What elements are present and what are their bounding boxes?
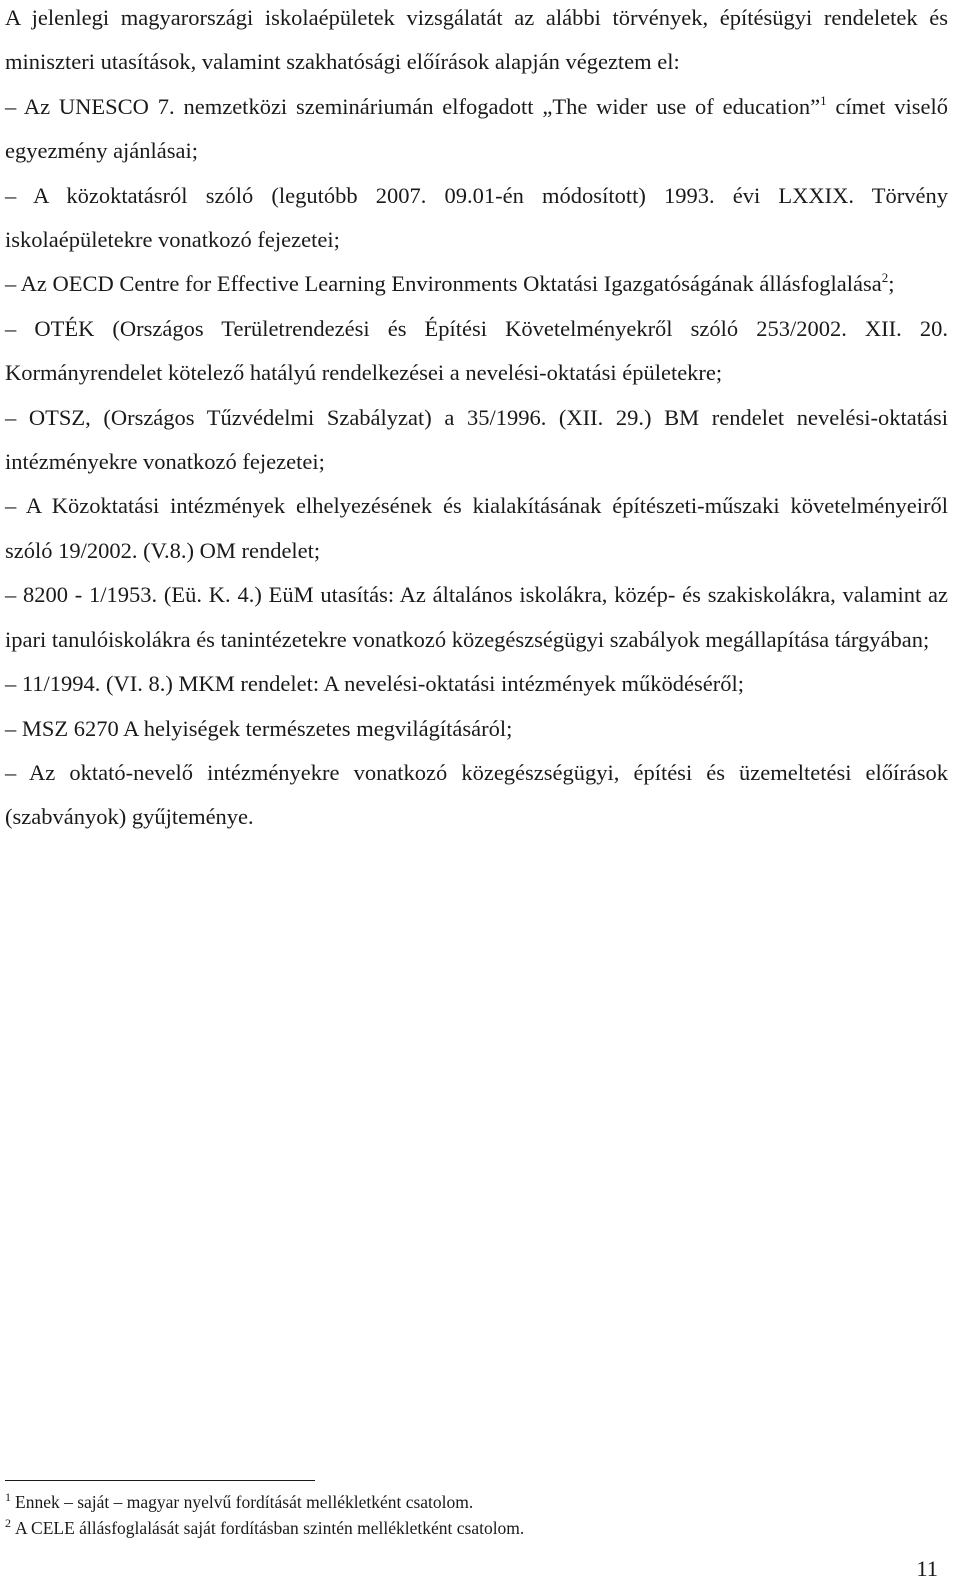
footnote-ref: 2	[881, 270, 889, 286]
list-item-otek: – OTÉK (Országos Területrendezési és Építési Követelményekről szóló 253/2002. XII. 20. Kormányrendelet kötelező hatályú rendelkezései a nevelési-oktatási épületekre;	[5, 315, 948, 386]
page-number: 11	[916, 1556, 938, 1581]
footnotes	[5, 1489, 905, 1541]
list-item-text-cont: címet viselő egyezmény ajánlásai;	[5, 93, 948, 164]
footnote-2	[5, 1515, 905, 1541]
footnote-mark: 1	[5, 1490, 11, 1504]
list-item-otsz: – OTSZ, (Országos Tűzvédelmi Szabályzat) a 35/1996. (XII. 29.) BM rendelet nevelési-oktatási intézményekre vonatkozó fejezetei;	[5, 404, 948, 475]
list-item-msz: – MSZ 6270 A helyiségek természetes megvilágításáról;	[5, 715, 513, 741]
list-item-mkm-rendelet: – 11/1994. (VI. 8.) MKM rendelet: A nevelési-oktatási intézmények működéséről;	[5, 671, 744, 697]
list-item-text-cont: ;	[888, 271, 895, 297]
footnote-text: Ennek – saját – magyar nyelvű fordítását mellékletként csatolom.	[15, 1492, 474, 1512]
body-text	[5, 0, 948, 840]
footnote-1	[5, 1489, 905, 1515]
list-item-oecd	[5, 262, 948, 306]
footnote-ref: 1	[820, 92, 827, 108]
list-item-eum-utasitas: – 8200 - 1/1953. (Eü. K. 4.) EüM utasítás: Az általános iskolákra, közép- és szakiskolákra, valamint az ipari tanulóiskolákra és tanintézetekre vonatkozó közegészségügyi szabályok megállapítása tárgyában;	[5, 582, 948, 652]
list-item-kozegeszsegugyi: – Az oktató-nevelő intézményekre vonatkozó közegészségügyi, építési és üzemeltetési előírások (szabványok) gyűjteménye.	[5, 759, 948, 830]
footnote-mark: 2	[5, 1516, 11, 1530]
list-item-text: – Az OECD Centre for Effective Learning Environments Oktatási Igazgatóságának állásfoglalása	[5, 271, 882, 297]
list-item-text: – Az UNESCO 7. nemzetközi szemináriumán elfogadott „The wider use of education”	[5, 93, 821, 119]
intro-paragraph: A jelenlegi magyarországi iskolaépületek vizsgálatát az alábbi törvények, építésügyi rendeletek és miniszteri utasítások, valamint szakhatósági előírások alapján végeztem el:	[5, 5, 948, 75]
list-item-unesco	[5, 85, 948, 174]
footnote-text: A CELE állásfoglalását saját fordításban szintén mellékletként csatolom.	[15, 1518, 525, 1538]
footnote-separator	[5, 1480, 315, 1481]
list-item-kozoktatas: – A közoktatásról szóló (legutóbb 2007. 09.01-én módosított) 1993. évi LXXIX. Törvény iskolaépületekre vonatkozó fejezetei;	[5, 182, 948, 253]
list-item-om-rendelet: – A Közoktatási intézmények elhelyezésének és kialakításának építészeti-műszaki követelményeiről szóló 19/2002. (V.8.) OM rendelet;	[5, 493, 948, 563]
